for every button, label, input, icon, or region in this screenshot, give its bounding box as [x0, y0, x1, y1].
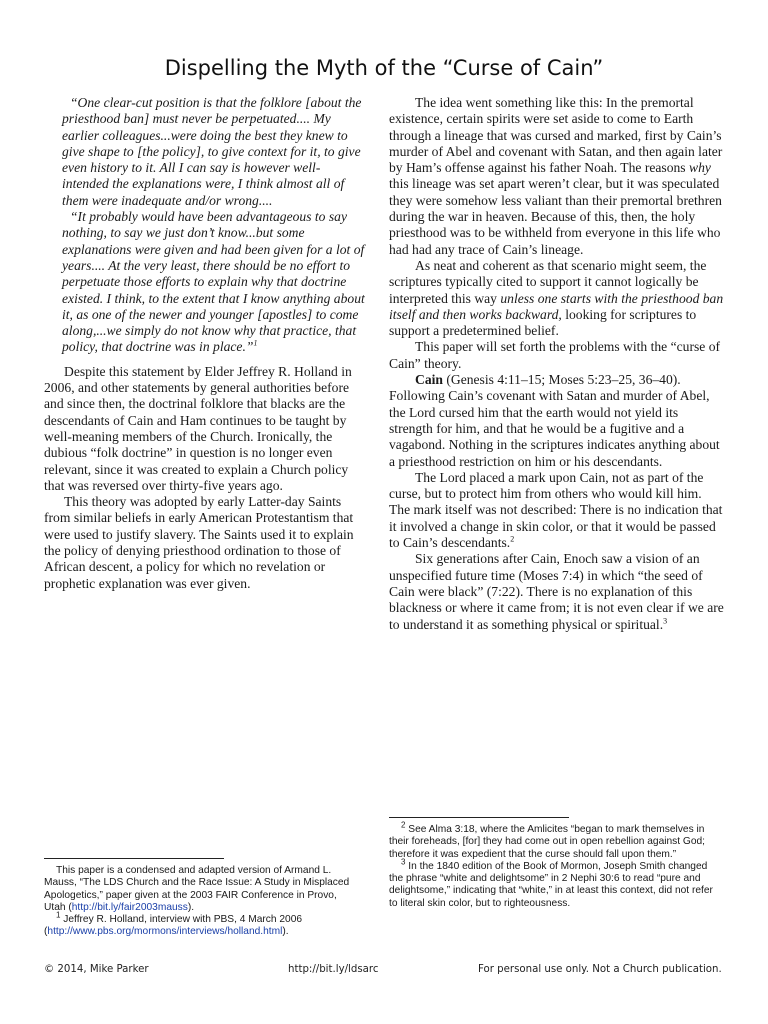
- body-paragraph: Despite this statement by Elder Jeffrey R. Holland in 2006, and other statements by general authorities before and since then, the doctrinal folklore that blacks are the descendants of Cain and Ham continues to be taught by well-meaning members of the Church. Ironically, the dubious “folk doctrine” in question is no longer even relevant, since it was created to explain a Church policy that was reversed over thirty-five years ago.: [44, 363, 352, 493]
- pbs-link[interactable]: http://www.pbs.org/mormons/interviews/holland.html: [47, 926, 283, 938]
- body-paragraph: This paper will set forth the problems with the “curse of Cain” theory.: [389, 339, 721, 371]
- section-heading-cain: Cain: [415, 372, 443, 388]
- footnote-1: $^1$ Jeffrey R. Holland, interview with PBS, 4 March 2006 (http://www.pbs.org/mormons/interviews/holland.html).: [44, 910, 303, 938]
- footnote-ref[interactable]: 1: [253, 338, 258, 348]
- left-column: [44, 95, 366, 592]
- footnote-ref[interactable]: 3: [663, 615, 668, 625]
- body-paragraph: As neat and coherent as that scenario might seem, the scriptures typically cited to support it cannot logically be interpreted this way unless one starts with the priesthood ban itself and then works backward, looking for scriptures to support a predetermined belief.: [389, 257, 724, 339]
- cain-section: Cain (Genesis 4:11–15; Moses 5:23–25, 36–40). Following Cain’s covenant with Satan and murder of Abel, the Lord cursed him that the earth would not yield its strength for him, and that he would be a fugitive and a vagabond. Nothing in the scriptures indicates anything about a priesthood restriction on him or his descendants.: [389, 372, 720, 469]
- body-paragraph: The Lord placed a mark upon Cain, not as part of the curse, but to protect him from others who would kill him. The mark itself was not described: There is no indication that it involved a change in skin color, or that it would be passed to Cain’s descendants.$^2$: [389, 469, 723, 551]
- fair-link[interactable]: http://bit.ly/fair2003mauss: [71, 901, 188, 913]
- left-footnotes: [44, 858, 356, 939]
- footer-url[interactable]: http://bit.ly/ldsarc: [288, 964, 379, 975]
- right-footnotes: [389, 817, 719, 910]
- page-title: Dispelling the Myth of the “Curse of Cain”: [164, 56, 604, 80]
- footnote-intro: This paper is a condensed and adapted version of Armand L. Mauss, “The LDS Church and the Race Issue: A Study in Misplaced Apologetics,” paper given at the 2003 FAIR Conference in Provo, Utah (http://bit.ly/fair2003mauss).: [44, 865, 350, 913]
- holland-quote: [44, 95, 366, 356]
- body-paragraph: The idea went something like this: In the premortal existence, certain spirits were set aside to come to Earth through a lineage that was cursed and marked, first by Cain’s murder of Abel and covenant with Satan, and then again later by Ham’s offense against his father Noah. The reasons why this lineage was set apart weren’t clear, but it was speculated they were somehow less valiant than their premortal brethren during the war in heaven. Because of this, then, the holy priesthood was to be withheld from everyone in this life who had had any trace of Cain’s lineage.: [389, 95, 723, 257]
- footnote-divider: [44, 858, 224, 859]
- left-body: [44, 364, 366, 592]
- footer-copyright: © 2014, Mike Parker: [44, 964, 149, 975]
- quote-paragraph: “One clear-cut position is that the folklore [about the priesthood ban] must never be perpetuated.... My earlier colleagues...were doing the best they knew to give shape to [the policy], to give context for it, to give even history to it. All I can say is however well-intended the explanations were, I think almost all of them were inadequate and/or wrong....: [62, 95, 362, 208]
- footnote-ref[interactable]: 2: [510, 534, 515, 544]
- quote-paragraph: “It probably would have been advantageous to say nothing, to say we just don’t know...but some explanations were given and had been given for a lot of years.... At the very least, there should be no effort to perpetuate those efforts to explain why that doctrine existed. I think, to the extent that I know anything about it, as one of the newer and younger [apostles] to come along,...we simply do not know why that practice, that policy, that doctrine was in place.”$^1$: [62, 209, 365, 355]
- footnote-divider: [389, 817, 569, 818]
- body-paragraph: This theory was adopted by early Latter-day Saints from similar beliefs in early American Protestantism that were used to justify slavery. The Saints used it to explain the policy of denying priesthood ordination to those of African descent, a policy for which no revelation or prophetic explanation was ever given.: [44, 494, 354, 591]
- footer-disclaimer: For personal use only. Not a Church publication.: [478, 964, 722, 975]
- body-paragraph: Six generations after Cain, Enoch saw a vision of an unspecified future time (Moses 7:4) in which “the seed of Cain were black” (7:22). There is no explanation of this blackness or where it came from; it is not even clear if we are to understand it as something physical or spiritual.$^3$: [389, 551, 724, 632]
- footnote-2: $^2$ See Alma 3:18, where the Amlicites “began to mark themselves in their foreheads, [for] they had come out in open rebellion against God; therefore it was expedient that the curse should fall upon them.”: [389, 820, 706, 860]
- footnote-3: $^3$ In the 1840 edition of the Book of Mormon, Joseph Smith changed the phrase “white and delightsome” in 2 Nephi 30:6 to read “pure and delightsome,” indicating that “white,” in at least this context, did not refer to literal skin color, but to righteousness.: [389, 857, 713, 909]
- right-column: [389, 95, 725, 633]
